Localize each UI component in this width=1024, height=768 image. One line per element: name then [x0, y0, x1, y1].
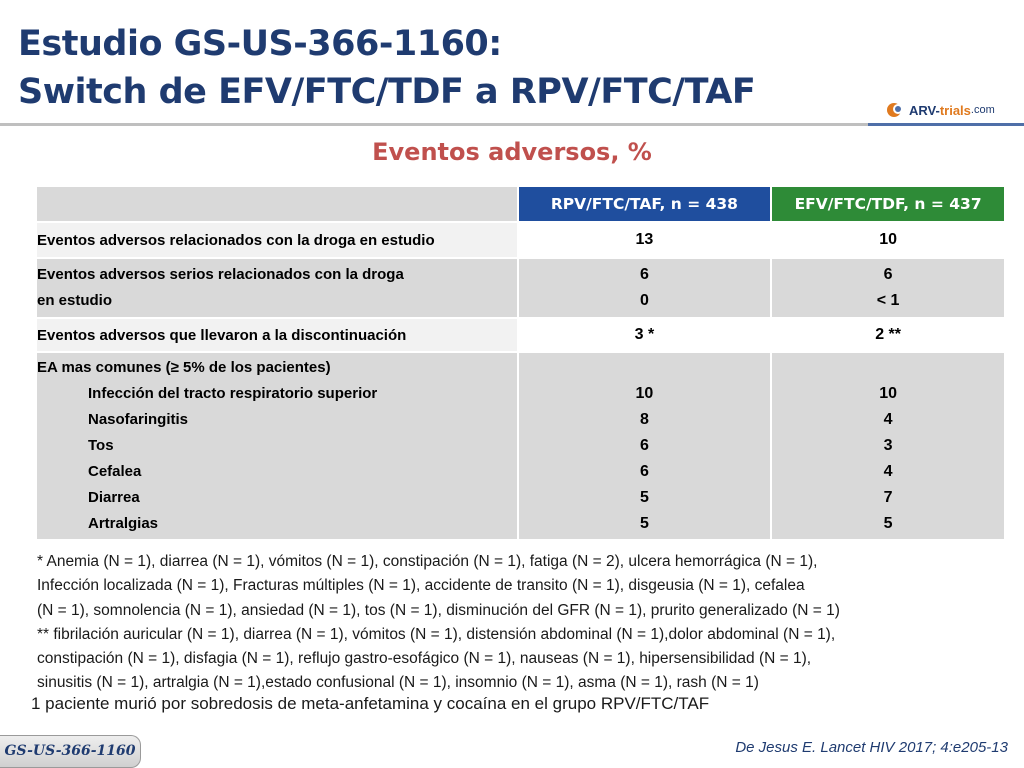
- common-ae-item: Nasofaringitis: [88, 411, 189, 428]
- rpv-value-line: 5: [639, 489, 649, 506]
- table-row: [36, 352, 1005, 540]
- header-rpv: RPV/FTC/TAF, n = 438: [518, 186, 772, 222]
- logo-text-arv: ARV-: [909, 102, 940, 118]
- efv-value-line: 6: [883, 266, 893, 283]
- header-efv: EFV/FTC/TDF, n = 437: [771, 186, 1005, 222]
- common-ae-item: Artralgias: [88, 515, 159, 532]
- rpv-value-line: 5: [639, 515, 649, 532]
- efv-value-line: 4: [883, 463, 893, 480]
- row-label: Eventos adversos que llevaron a la discontinuación: [36, 318, 518, 352]
- footnote-line: Infección localizada (N = 1), Fracturas múltiples (N = 1), accidente de transito (N = 1), disgeusia (N = 1), cefalea: [37, 577, 805, 595]
- rpv-value: [518, 258, 772, 318]
- rpv-value: 13: [518, 222, 772, 258]
- study-tag: GS-US-366-1160: [0, 735, 141, 768]
- footnote-line: ** fibrilación auricular (N = 1), diarrea (N = 1), vómitos (N = 1), distensión abdominal (N = 1),dolor abdominal (N = 1),: [37, 625, 836, 643]
- footnote-line: sinusitis (N = 1), artralgia (N = 1),estado confusional (N = 1), insomnio (N = 1), asma (N = 1), rash (N = 1): [37, 674, 759, 692]
- efv-value: [771, 258, 1005, 318]
- slide-title-line2: Switch de EFV/FTC/TDF a RPV/FTC/TAF: [18, 72, 756, 112]
- footnote-line: constipación (N = 1), disfagia (N = 1), reflujo gastro-esofágico (N = 1), nauseas (N = 1), hipersensibilidad (N = 1),: [37, 650, 812, 668]
- table-row: [36, 222, 1005, 258]
- table-header-row: [36, 186, 1005, 222]
- logo-text-com: .com: [970, 104, 995, 116]
- common-ae-item: Diarrea: [88, 489, 140, 506]
- footnote-line: * Anemia (N = 1), diarrea (N = 1), vómitos (N = 1), constipación (N = 1), fatiga (N = 2), ulcera hemorrágica (N = 1),: [37, 553, 818, 570]
- death-note: 1 paciente murió por sobredosis de meta-anfetamina y cocaína en el grupo RPV/FTC/TAF: [31, 694, 710, 713]
- efv-value-line: 7: [883, 489, 893, 506]
- efv-value: 10: [771, 222, 1005, 258]
- table-row: [36, 318, 1005, 352]
- rpv-value-line: 6: [639, 437, 649, 454]
- logo-mark-icon: [886, 100, 906, 120]
- spacer: [772, 355, 1004, 381]
- row-label-line: Eventos adversos serios relacionados con la droga: [37, 266, 404, 283]
- common-ae-heading: EA mas comunes (≥ 5% de los pacientes): [37, 359, 331, 376]
- rpv-value-line: 6: [639, 266, 649, 283]
- efv-value-line: < 1: [876, 292, 900, 309]
- rpv-value-line: 6: [639, 463, 649, 480]
- rpv-value: [518, 352, 772, 540]
- rpv-value: 3 *: [518, 318, 772, 352]
- rpv-value-line: 10: [635, 385, 654, 402]
- row-label: [36, 258, 518, 318]
- efv-value-line: 10: [879, 385, 897, 402]
- section-subtitle: Eventos adversos, %: [372, 138, 652, 166]
- common-ae-item: Tos: [88, 437, 114, 454]
- citation: De Jesus E. Lancet HIV 2017; 4:e205-13: [735, 739, 1008, 756]
- common-ae-item: Cefalea: [88, 463, 142, 480]
- rpv-value-line: 0: [639, 292, 649, 309]
- efv-value-line: 3: [883, 437, 893, 454]
- logo-text-trials: trials: [939, 102, 971, 118]
- arv-trials-logo: [886, 100, 995, 120]
- row-label: Eventos adversos relacionados con la droga en estudio: [36, 222, 518, 258]
- spacer: [519, 355, 771, 381]
- slide-title: [18, 20, 755, 116]
- footnote-line: (N = 1), somnolencia (N = 1), ansiedad (N = 1), tos (N = 1), disminución del GFR (N = 1), prurito generalizado (N = 1): [37, 601, 840, 619]
- adverse-events-table: [35, 185, 1006, 541]
- row-label-line: en estudio: [37, 292, 113, 309]
- slide-title-line1: Estudio GS-US-366-1160:: [18, 24, 502, 64]
- efv-value: 2 **: [771, 318, 1005, 352]
- common-ae-item: Infección del tracto respiratorio superior: [88, 385, 378, 402]
- header-empty-cell: [36, 186, 518, 222]
- efv-value: [771, 352, 1005, 540]
- rpv-value-line: 8: [639, 411, 649, 428]
- row-label: [36, 352, 518, 540]
- efv-value-line: 5: [883, 515, 893, 532]
- footnotes: [37, 550, 1017, 696]
- title-divider: [0, 123, 868, 126]
- efv-value-line: 4: [883, 411, 893, 428]
- title-divider-accent: [868, 123, 1024, 126]
- table-row: [36, 258, 1005, 318]
